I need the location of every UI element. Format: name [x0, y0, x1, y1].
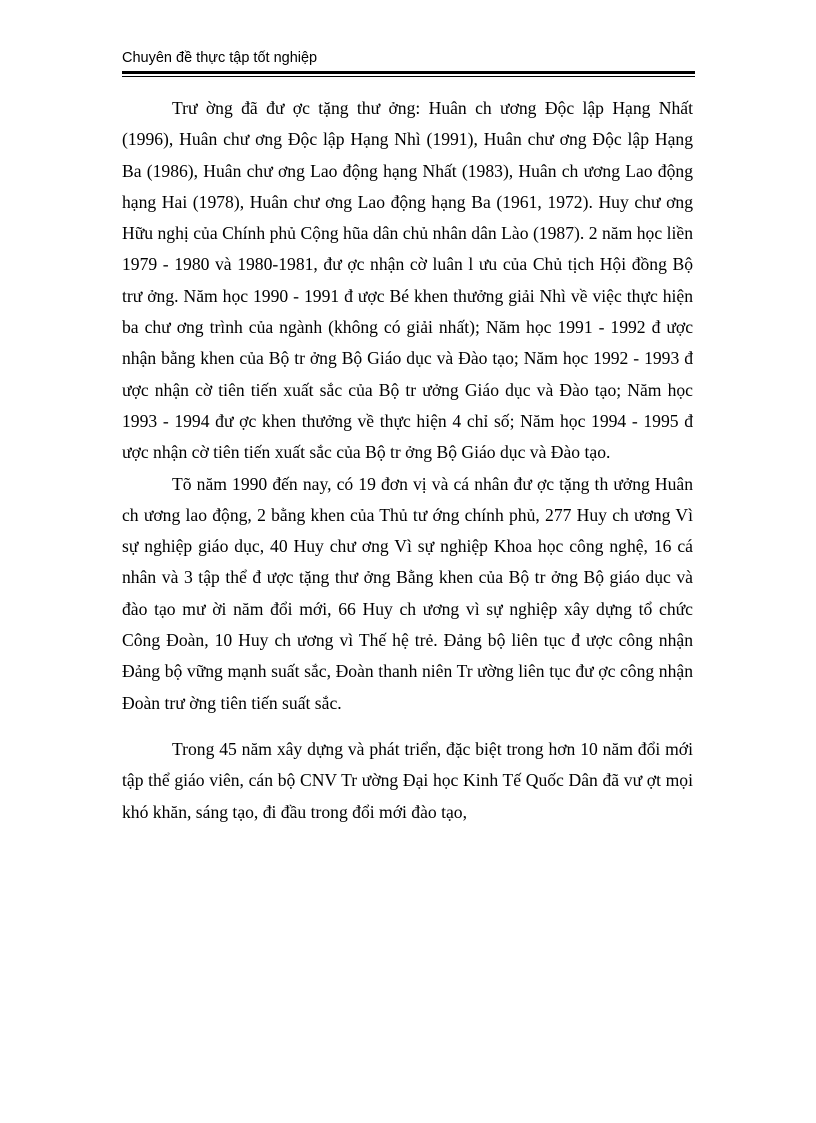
paragraph-medals: Tõ năm 1990 đến nay, có 19 đơn vị và cá nhân đư ợc tặng th ưởng Huân ch ương lao động, 2 bằng khen của Thủ tư ớng chính phủ, 277 Huy ch ương Vì sự nghiệp giáo dục, 40 Huy chư ơng Vì sự nghiệp Khoa học công nghệ, 16 cá nhân và 3 tập thể đ ược tặng thư ởng Bằng khen của Bộ tr ởng Bộ giáo dục và đào tạo mư ời năm đổi mới, 66 Huy ch ương vì sự nghiệp xây dựng tổ chức Công Đoàn, 10 Huy ch ương vì Thế hệ trẻ. Đảng bộ liên tục đ ược công nhận Đảng bộ vững mạnh suất sắc, Đoàn thanh niên Tr ường liên tục đư ợc công nhận Đoàn trư ờng tiên tiến suất sắc. [122, 473, 693, 713]
document-body [122, 93, 693, 828]
paragraph-awards: Trư ờng đã đư ợc tặng thư ởng: Huân ch ương Độc lập Hạng Nhất (1996), Huân chư ơng Độc lập Hạng Nhì (1991), Huân chư ơng Độc lập Hạng Ba (1986), Huân chư ơng Lao động hạng Nhất (1983), Huân ch ương Lao động hạng Hai (1978), Huân chư ơng Lao động hạng Ba (1961, 1972). Huy chư ơng Hữu nghị của Chính phủ Cộng hũa dân chủ nhân dân Lào (1987). 2 năm học liền 1979 - 1980 và 1980-1981, đư ợc nhận cờ luân l ưu của Chủ tịch Hội đồng Bộ trư ởng. Năm học 1990 - 1991 đ ược Bé khen thưởng giải Nhì về việc thực hiện ba chư ơng trình của ngành (không có giải nhất); Năm học 1991 - 1992 đ ược nhận bằng khen của Bộ tr ởng Bộ Giáo dục và Đào tạo; Năm học 1992 - 1993 đ ược nhận cờ tiên tiến xuất sắc của Bộ tr ưởng Giáo dục và Đào tạo; Năm học 1993 - 1994 đư ợc khen thưởng về thực hiện 4 chỉ số; Năm học 1994 - 1995 đ ược nhận cờ tiên tiến xuất sắc của Bộ tr ởng Bộ Giáo dục và Đào tạo. [122, 98, 693, 463]
header-rule-thin [122, 76, 695, 77]
paragraph-development: Trong 45 năm xây dựng và phát triển, đặc biệt trong hơn 10 năm đổi mới tập thể giáo viên, cán bộ CNV Tr ường Đại học Kinh Tế Quốc Dân đã vư ợt mọi khó khăn, sáng tạo, đi đầu trong đổi mới đào tạo, [122, 738, 693, 822]
page-header [122, 48, 695, 77]
header-rule-thick [122, 71, 695, 74]
header-title: Chuyên đề thực tập tốt nghiệp [122, 50, 318, 66]
